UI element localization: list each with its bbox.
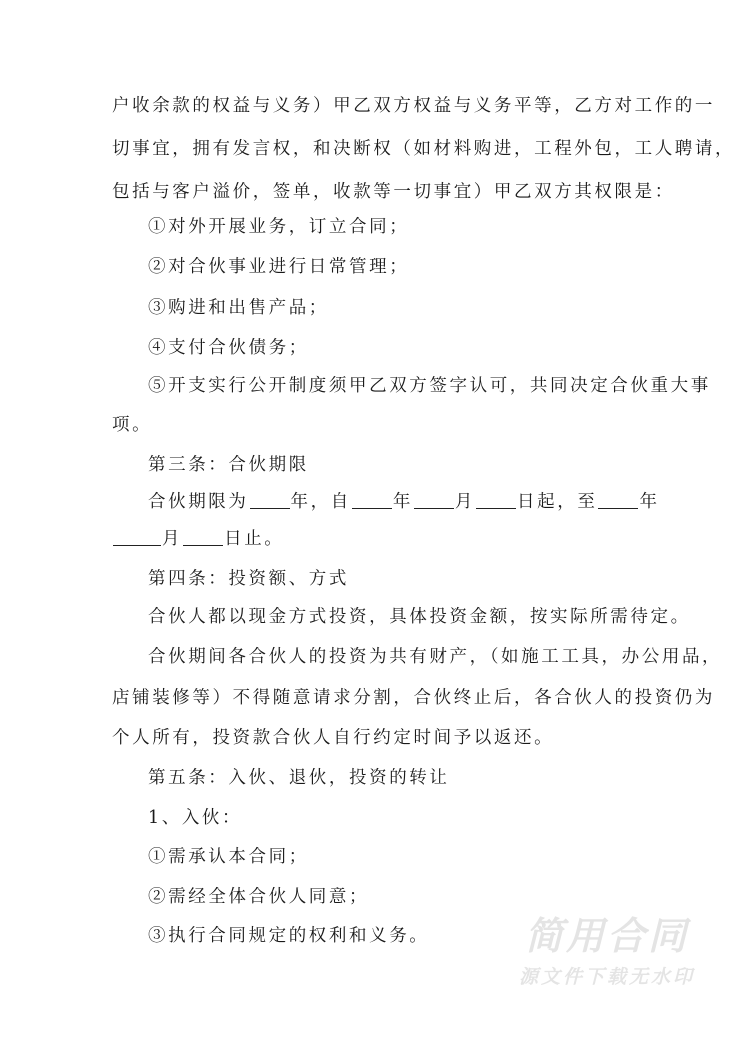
term-text: 年，自 (290, 492, 351, 512)
list-item: ③执行合同规定的权利和义务。 (148, 926, 430, 946)
list-item: ②对合伙事业进行日常管理； (148, 257, 410, 277)
paragraph-line: 包括与客户溢价，签单，收款等一切事宜）甲乙双方其权限是： (112, 182, 675, 202)
term-text: 年 (639, 492, 660, 512)
term-clause-line-1 (148, 490, 660, 513)
paragraph-line: 个人所有，投资款合伙人自行约定时间予以返还。 (112, 728, 555, 748)
paragraph-line: 切事宜，拥有发言权，和决断权（如材料购进，工程外包，工人聘请， (112, 139, 736, 159)
blank-field-years[interactable] (250, 490, 290, 509)
section-heading: 第三条：合伙期限 (148, 455, 309, 475)
term-text: 日起，至 (517, 492, 598, 512)
paragraph-line: 店铺装修等）不得随意请求分割，合伙终止后，各合伙人的投资仍为 (112, 688, 715, 708)
watermark-subtitle: 源文件下载无水印 (518, 966, 695, 988)
term-clause-line-2 (112, 527, 284, 550)
subsection-heading: 1、入伙： (148, 808, 243, 828)
watermark-title: 简用合同 (524, 914, 689, 958)
watermark (512, 914, 702, 990)
section-heading: 第五条：入伙、退伙，投资的转让 (148, 768, 450, 788)
paragraph-line: 合伙期间各合伙人的投资为共有财产，（如施工工具，办公用品， (148, 647, 723, 667)
term-text: 月 (454, 492, 476, 512)
blank-field-start-year[interactable] (352, 490, 392, 509)
list-item: ②需经全体合伙人同意； (148, 887, 370, 907)
list-item: ⑤开支实行公开制度须甲乙双方签字认可，共同决定合伙重大事 (148, 376, 711, 396)
list-item: ①需承认本合同； (148, 847, 309, 867)
section-heading: 第四条：投资额、方式 (148, 569, 349, 589)
list-item: ①对外开展业务，订立合同； (148, 217, 410, 237)
blank-field-end-year[interactable] (598, 490, 638, 509)
paragraph-line: 项。 (112, 415, 153, 435)
term-text: 年 (392, 492, 413, 512)
term-text: 合伙期限为 (148, 492, 249, 512)
term-text: 月 (162, 529, 183, 549)
paragraph-line: 合伙人都以现金方式投资，具体投资金额，按实际所需待定。 (148, 607, 691, 627)
blank-field-start-month[interactable] (414, 490, 454, 509)
blank-field-end-month[interactable] (113, 527, 161, 546)
term-text: 日止。 (224, 529, 285, 549)
list-item: ④支付合伙债务； (148, 338, 309, 358)
blank-field-end-day[interactable] (183, 527, 223, 546)
list-item: ③购进和出售产品； (148, 298, 329, 318)
blank-field-start-day[interactable] (476, 490, 516, 509)
paragraph-line: 户收余款的权益与义务）甲乙双方权益与义务平等，乙方对工作的一 (112, 96, 715, 116)
